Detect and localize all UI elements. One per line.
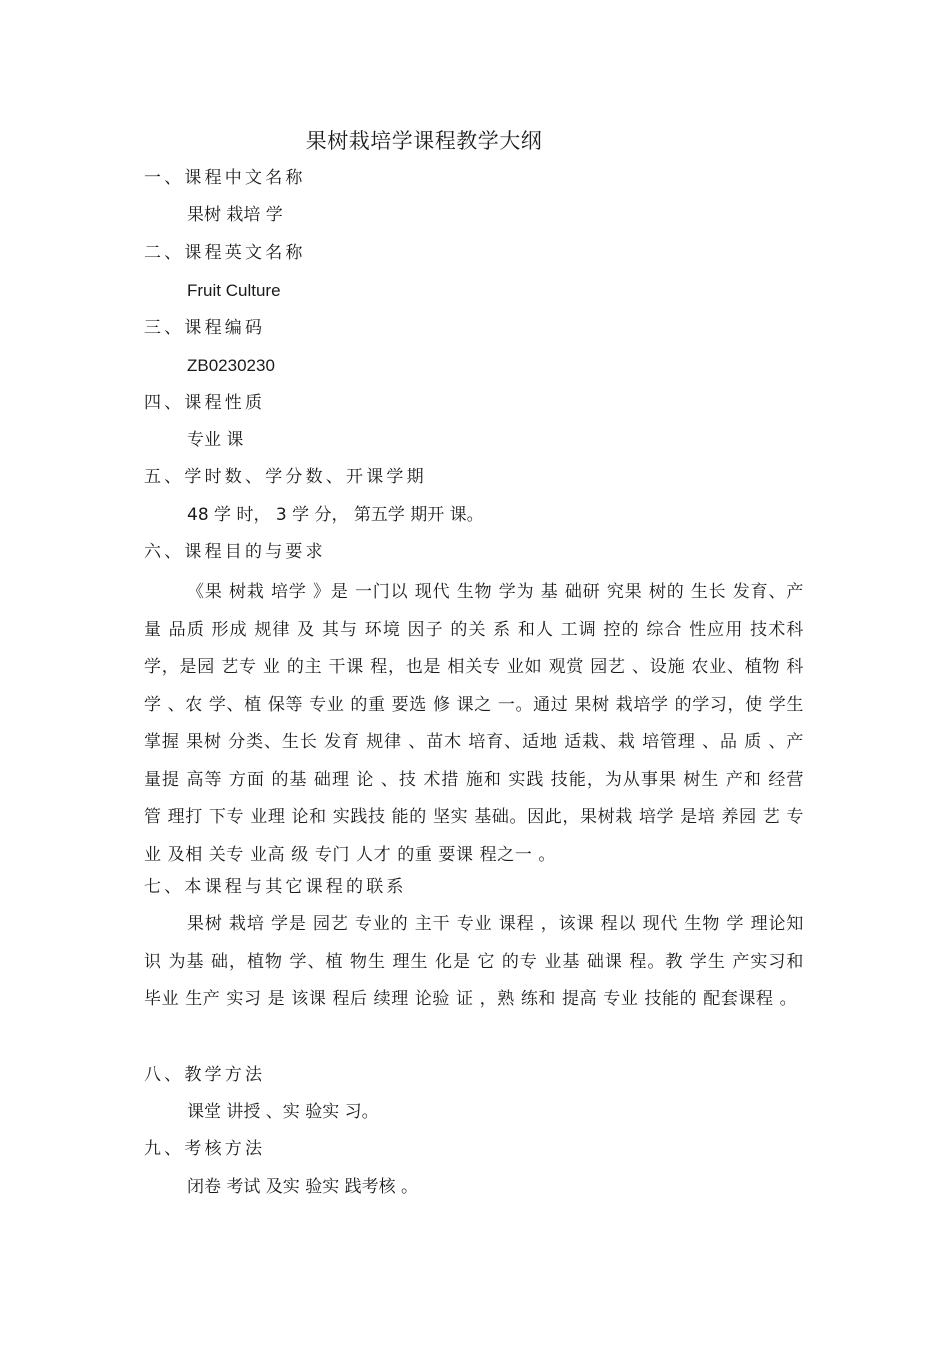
objectives-paragraph: 《果 树栽 培学 》是 一门以 现代 生物 学为 基 础研 究果 树的 生长 发育、产量 品质 形成 规律 及 其与 环境 因子 的关 系 和人 工调 控的 综合 性应用 技术科 学，是园 艺专 业 的主 干课 程，也是 相关专 业如 观赏 园艺 、设施 农业、植物 科学 、农 学、植 保等 专业 的重 要选 修 课之 一。通过 果树 栽培学 的学习，使 学生 掌握 果树 分类、生长 发育 规律 、苗木 培育、适地 适栽、栽 培管理 、品 质 、产 量提 高等 方面 的基 础理 论 、技 术措 施和 实践 技能，为从事果 树生 产和 经营 管 理打 下专 业理 论和 实践技 能的 坚实 基础。因此，果树栽 培学 是培 养园 艺 专业 及相 关专 业高 级 专门 人才 的重 要课 程之一 。 [144, 582, 805, 865]
course-code: ZB0230230 [187, 356, 275, 375]
section-heading-objectives: 六、课程目的与要求 [144, 542, 326, 562]
section-heading-course-code: 三、课程编码 [144, 318, 266, 338]
course-hours-credits: 48 学 时， 3 学 分， 第五学 期开 课。 [187, 505, 484, 525]
teaching-methods: 课堂 讲授 、实 验实 习。 [187, 1102, 379, 1122]
document-title: 果树栽培学课程教学大纲 [305, 129, 543, 153]
section-heading-related-courses: 七、本课程与其它课程的联系 [144, 877, 407, 897]
assessment-methods: 闭卷 考试 及实 验实 践考核 。 [187, 1177, 419, 1197]
section-heading-assessment: 九、考核方法 [144, 1139, 266, 1159]
related-courses-paragraph: 果树 栽培 学是 园艺 专业的 主干 专业 课程 ，该课 程以 现代 生物 学 理论知识 为基 础，植物 学、植 物生 理生 化是 它 的专 业基 础课 程。教 学生 产实习和 毕业 生产 实习 是 该课 程后 续理 论验 证 ，熟 练和 提高 专业 技能的 配套课程 。 [144, 914, 804, 1009]
section-heading-hours-credits: 五、学时数、学分数、开课学期 [144, 467, 427, 487]
course-chinese-name: 果树 栽培 学 [187, 205, 283, 225]
section-heading-chinese-name: 一、课程中文名称 [144, 168, 306, 188]
course-nature: 专业 课 [187, 430, 244, 450]
course-english-name: Fruit Culture [187, 281, 281, 300]
section-heading-teaching-methods: 八、教学方法 [144, 1065, 266, 1085]
section-heading-english-name: 二、课程英文名称 [144, 243, 306, 263]
section-heading-course-nature: 四、课程性质 [144, 393, 266, 413]
